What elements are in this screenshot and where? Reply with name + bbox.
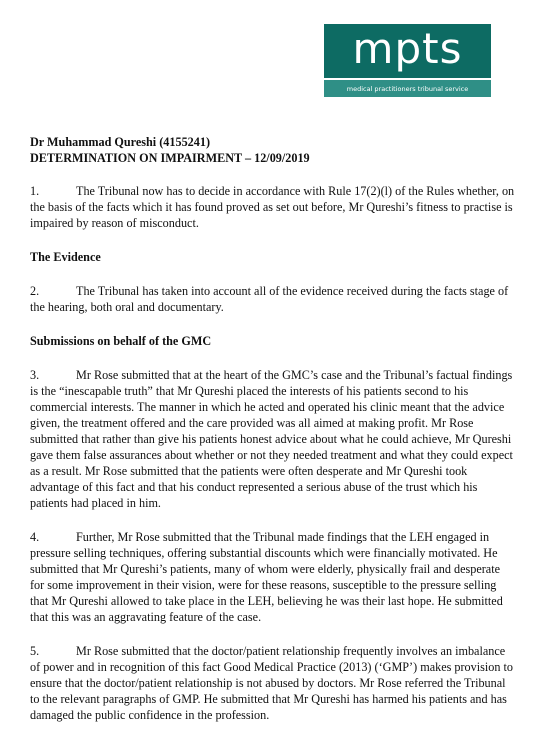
mpts-logo [324, 24, 491, 98]
paragraph-number: 3. [30, 368, 40, 382]
logo-tagline: medical practitioners tribunal service [324, 80, 491, 97]
paragraph-2 [30, 283, 515, 315]
paragraph-text: Further, Mr Rose submitted that the Tribunal made findings that the LEH engaged in pressure selling techniques, offering substantial discounts which were financially motivated. He submitted that Mr Qureshi’s patients, many of whom were elderly, physically frail and desperate for some improvement in their vision, were for these reasons, susceptible to the pressure selling that Mr Qureshi allowed to take place in the LEH, believing he was their last hope. He submitted that this was an aggravating feature of the case. [30, 530, 503, 624]
paragraph-text: Mr Rose submitted that the doctor/patient relationship frequently involves an imbalance of power and in recognition of this fact Good Medical Practice (2013) (‘GMP’) makes provision to ensure that the doctor/patient relationship is not abused by doctors. Mr Rose referred the Tribunal to the relevant paragraphs of GMP. He submitted that Mr Qureshi has harmed his patients and has damaged the public confidence in the profession. [30, 644, 513, 722]
paragraph-number: 2. [30, 284, 40, 298]
paragraph-5 [30, 643, 515, 723]
paragraph-text: The Tribunal now has to decide in accordance with Rule 17(2)(l) of the Rules whether, on the basis of the facts which it has found proved as set out before, Mr Qureshi’s fitness to practise is impaired by reason of misconduct. [30, 184, 515, 230]
paragraph-4 [30, 529, 515, 625]
logo-wordmark-block [324, 24, 491, 78]
paragraph-1 [30, 183, 515, 231]
determination-title: DETERMINATION ON IMPAIRMENT – 12/09/2019 [30, 151, 310, 165]
section-heading-evidence: The Evidence [30, 250, 101, 264]
section-heading-gmc-submissions: Submissions on behalf of the GMC [30, 334, 212, 348]
paragraph-number: 4. [30, 530, 40, 544]
paragraph-text: Mr Rose submitted that at the heart of the GMC’s case and the Tribunal’s factual findings is the “inescapable truth” that Mr Qureshi placed the interests of his patients second to his commercial interests. The manner in which he acted and operated his clinic meant that the advice given, the treatment offered and the care provided was all aimed at making profit. Mr Rose submitted that rather than give his patients honest advice about what he could achieve, Mr Qureshi gave them false assurances about whether or not they needed treatment and what they could expect as a result. Mr Rose submitted that the patients were often desperate and Mr Qureshi took advantage of this fact and that his conduct represented a serious abuse of the trust which his patients had placed in him. [30, 368, 513, 510]
paragraph-text: The Tribunal has taken into account all of the evidence received during the facts stage of the hearing, both oral and documentary. [30, 284, 509, 314]
logo-wordmark: mpts [352, 24, 463, 73]
paragraph-number: 5. [30, 644, 40, 658]
paragraph-3 [30, 367, 515, 511]
doctor-name-heading: Dr Muhammad Qureshi (4155241) [30, 135, 210, 149]
document-body [30, 134, 515, 741]
paragraph-number: 1. [30, 184, 40, 198]
